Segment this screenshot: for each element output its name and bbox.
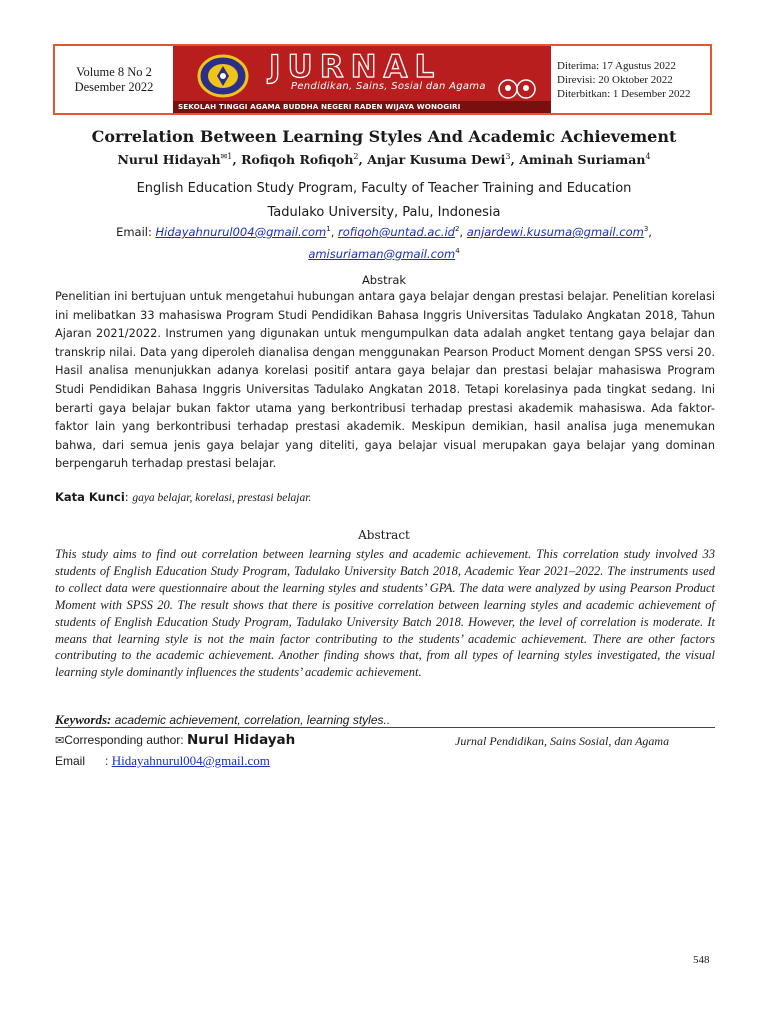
keywords-values: academic achievement, correlation, learning styles.. xyxy=(114,713,391,727)
email-sup: 1 xyxy=(326,225,331,233)
issue-date: Desember 2022 xyxy=(74,79,154,94)
jurnal-subtitle: Pendidikan, Sains, Sosial dan Agama xyxy=(291,81,486,92)
received-date: Diterima: 17 Agustus 2022 xyxy=(557,59,676,72)
journal-banner xyxy=(173,46,551,113)
email-link-4[interactable]: amisuriaman@gmail.com xyxy=(308,246,456,261)
heads-icon xyxy=(497,77,537,99)
envelope-icon: ✉ xyxy=(55,735,65,747)
abstract-heading: Abstract xyxy=(358,528,410,542)
author-sup: 2 xyxy=(353,152,359,161)
kata-kunci: Kata Kunci: gaya belajar, korelasi, prestasi belajar. xyxy=(55,490,312,504)
email-link-3[interactable]: anjardewi.kusuma@gmail.com xyxy=(466,224,644,239)
published-date: Diterbitkan: 1 Desember 2022 xyxy=(557,87,691,100)
email-label: Email: xyxy=(116,224,156,239)
author-name: Aminah Suriaman xyxy=(519,152,646,168)
email-sup: 4 xyxy=(455,246,460,255)
footnote-divider xyxy=(55,727,715,728)
author-emails: Email: Hidayahnurul004@gmail.com$^1$, $rofiqoh@untad.ac.id^2$, anjardewi.kusuma@gmail.com$^3$, amisuriaman@gmail.com$^4$ xyxy=(116,224,652,261)
kata-kunci-label: Kata Kunci xyxy=(55,490,125,504)
affiliation-line-1: English Education Study Program, Faculty of Teacher Training and Education xyxy=(136,181,632,196)
affiliation-line-2: Tadulako University, Palu, Indonesia xyxy=(267,205,501,220)
corresponding-email-label: Email xyxy=(55,754,86,768)
journal-name: Jurnal Pendidikan, Sains Sosial, dan Agama xyxy=(455,734,670,748)
corresponding-label: Corresponding author: xyxy=(64,733,187,747)
corresponding-author xyxy=(55,732,295,748)
page-number: 548 xyxy=(693,954,710,966)
keywords xyxy=(55,712,390,728)
author-sup: 3 xyxy=(505,152,511,161)
volume-label: Volume 8 No 2 xyxy=(76,64,152,79)
publication-dates xyxy=(551,46,710,113)
author-sup: ✉1 xyxy=(220,152,233,161)
journal-header xyxy=(53,44,712,115)
abstract-text: This study aims to find out correlation between learning styles and academic achievement. This correlation study involved 33 students of English Education Study Program, Tadulako University Batch 2018, Academic Year 2021–2022. The instruments used to collect data were questionnaire about the learning styles and students’ GPA. The data were analyzed by using Pearson Product Moment with SPSS 20. The result shows that there is positive correlation between learning styles and academic achievement of students of English Education Study Program, Tadulako University Batch 2018. However, the level of correlation is moderate. It means that learning style is not the main factor contributing to the students’ academic achievement. There are other factors contributing to the academic achievement. Another finding shows that, from all types of learning styles investigated, the visual learning style dominantly influences the students’ academic achievement. xyxy=(55,547,715,680)
kata-kunci-values: gaya belajar, korelasi, prestasi belajar. xyxy=(132,492,312,504)
jurnal-wordmark: JURNAL xyxy=(269,49,442,85)
email-link-2[interactable]: rofiqoh@untad.ac.id xyxy=(338,224,455,239)
email-separator: : xyxy=(105,754,112,768)
email-sup: 2 xyxy=(454,225,460,233)
author-sup: 4 xyxy=(645,152,651,161)
volume-info xyxy=(55,46,173,113)
corresponding-name: Nurul Hidayah xyxy=(186,732,296,748)
abstrak-heading: Abstrak xyxy=(361,273,407,287)
paper-title: Correlation Between Learning Styles And Academic Achievement xyxy=(91,127,677,146)
keywords-label: Keywords: xyxy=(55,712,112,727)
author-list: Nurul Hidayah$^{✉1}$, Rofiqoh Rofiqoh$^2$, Anjar Kusuma Dewi$^3$, Aminah Suriaman$^4$ xyxy=(117,152,651,168)
author-name: Nurul Hidayah xyxy=(117,152,221,168)
revised-date: Direvisi: 20 Oktober 2022 xyxy=(557,73,673,86)
institution-logo-icon xyxy=(197,54,249,98)
author-name: Rofiqoh Rofiqoh xyxy=(241,152,354,168)
abstrak-text: Penelitian ini bertujuan untuk mengetahui hubungan antara gaya belajar dengan prestasi belajar. Penelitian korelasi ini melibatkan 33 mahasiswa Program Studi Pendidikan Bahasa Inggris Universitas Tadulako Angkatan 2018, Tahun Ajaran 2021/2022. Instrumen yang digunakan untuk mengumpulkan data adalah angket tentang gaya belajar dan transkrip nilai. Data yang diperoleh dianalisa dengan menggunakan Pearson Product Moment dengan SPSS versi 20. Hasil analisa menunjukkan adanya korelasi positif antara gaya belajar dan prestasi belajar mahasiswa Program Studi Pendidikan Bahasa Inggris Universitas Tadulako Angkatan 2018. Tetapi korelasinya pada tingkat sedang. Ini berarti gaya belajar bukan faktor utama yang berkontribusi terhadap prestasi akademik mahasiswa. Ada faktor-faktor lain yang berkontribusi terhadap prestasi akademik. Meskipun demikian, hasil analisa juga menemukan bahwa, dari semua jenis gaya belajar yang diteliti, gaya belajar visual merupakan gaya belajar yang dominan berpengaruh terhadap prestasi belajar. xyxy=(55,290,715,471)
email-sup: 3 xyxy=(643,225,649,233)
institution-strip: SEKOLAH TINGGI AGAMA BUDDHA NEGERI RADEN WIJAYA WONOGIRI xyxy=(173,101,551,113)
email-link-1[interactable]: Hidayahnurul004@gmail.com xyxy=(155,224,327,239)
author-name: Anjar Kusuma Dewi xyxy=(367,152,506,168)
affiliation xyxy=(53,177,715,225)
corresponding-email xyxy=(55,753,270,769)
corresponding-email-link[interactable]: Hidayahnurul004@gmail.com xyxy=(111,753,270,768)
